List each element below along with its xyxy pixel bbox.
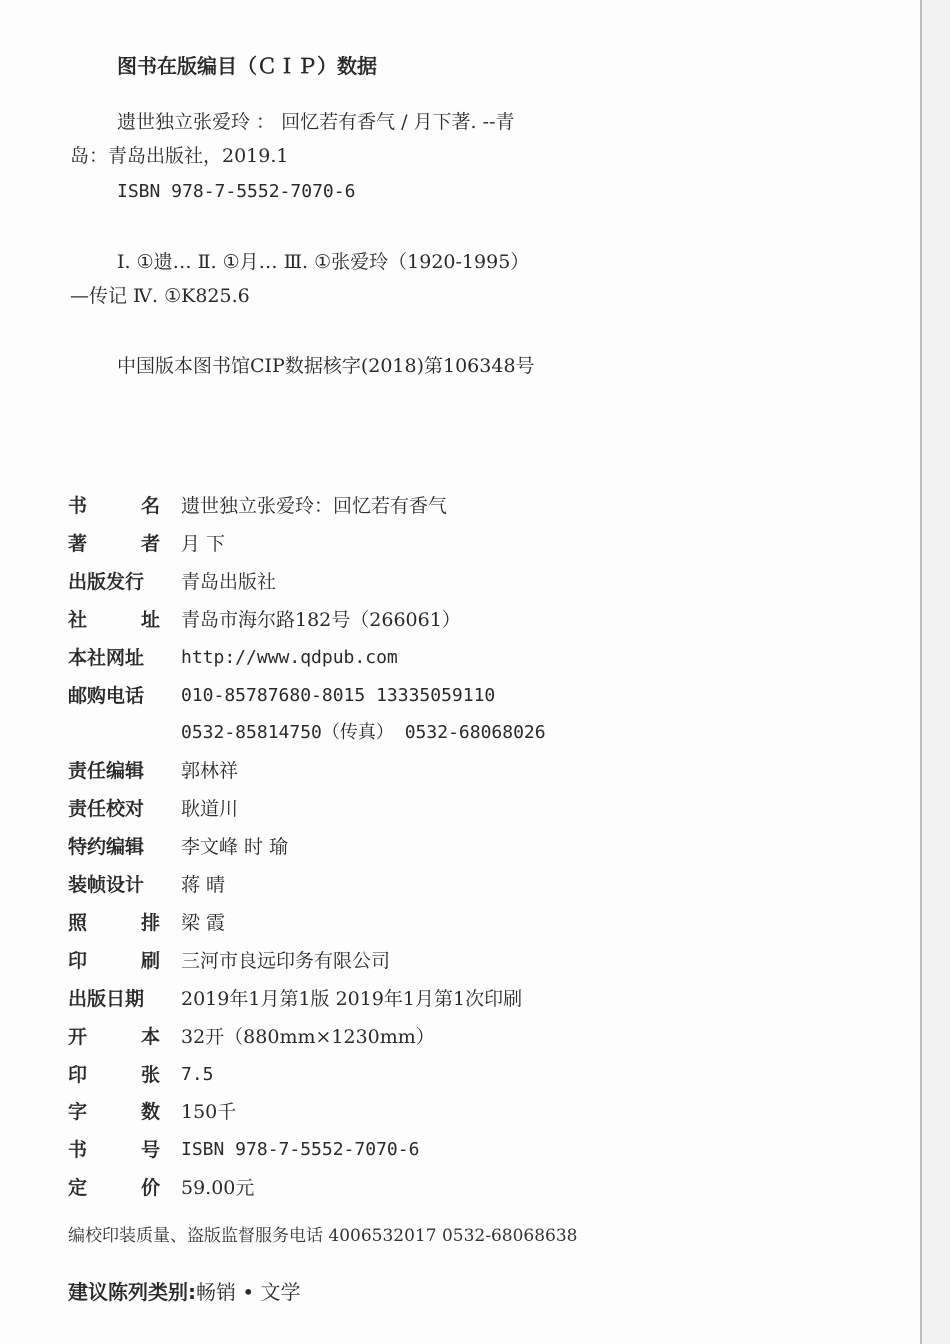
colophon-row-value: 蒋 晴: [181, 874, 226, 896]
colophon-row-value: 2019年1月第1版 2019年1月第1次印刷: [181, 988, 523, 1010]
colophon-row-label: 书 名: [68, 495, 160, 517]
display-category-value: 畅销 • 文学: [196, 1280, 301, 1304]
colophon-row-value: ISBN 978-7-5552-7070-6: [181, 1139, 420, 1160]
colophon-row-value: 李文峰 时 瑜: [181, 836, 289, 858]
colophon-row-label: 开 本: [68, 1026, 160, 1048]
colophon-row-value: 010-85787680-8015 13335059110: [181, 685, 496, 706]
cip-entry-line-2: 岛：青岛出版社，2019.1: [70, 145, 289, 167]
colophon-row-value: 青岛出版社: [181, 571, 277, 593]
quality-hotline: 编校印装质量、盗版监督服务电话 4006532017 0532-68068638: [68, 1226, 578, 1246]
colophon-row-label: 邮购电话: [68, 685, 145, 707]
colophon-row-value: 遗世独立张爱玲：回忆若有香气: [181, 495, 448, 517]
classification-line-1: Ⅰ. ①遗… Ⅱ. ①月… Ⅲ. ①张爱玲（1920-1995）: [117, 251, 530, 273]
colophon-row-value: 耿道川: [181, 798, 239, 820]
cip-record-number: 中国版本图书馆CIP数据核字(2018)第106348号: [117, 355, 535, 377]
colophon-row-label: 特约编辑: [68, 836, 145, 858]
cip-title: 图书在版编目（ＣＩＰ）数据: [117, 54, 377, 78]
colophon-row-label: 书 号: [68, 1139, 160, 1161]
classification-line-2: —传记 Ⅳ. ①K825.6: [70, 285, 250, 307]
colophon-row-value: 0532-85814750（传真） 0532-68068026: [181, 722, 546, 743]
cip-entry-line-1: 遗世独立张爱玲 ： 回忆若有香气 / 月下著. --青: [117, 111, 515, 133]
colophon-row-label: 责任编辑: [68, 760, 145, 782]
colophon-row-value: 月 下: [181, 533, 226, 555]
display-category-label: 建议陈列类别:: [68, 1280, 196, 1304]
colophon-row-label: 定 价: [68, 1177, 160, 1199]
colophon-row-label: 本社网址: [68, 647, 145, 669]
colophon-row-value: http://www.qdpub.com: [181, 647, 398, 668]
colophon-row-value: 7.5: [181, 1064, 214, 1085]
colophon-row-label: 照 排: [68, 912, 160, 934]
page-edge: [920, 0, 950, 1344]
colophon-row-label: 出版日期: [68, 988, 145, 1010]
colophon-row-label: 印 刷: [68, 950, 160, 972]
colophon-row-label: 社 址: [68, 609, 160, 631]
colophon-row-label: 装帧设计: [68, 874, 145, 896]
colophon-row-value: 150千: [181, 1101, 237, 1123]
colophon-row-label: 出版发行: [68, 571, 145, 593]
colophon-row-value: 梁 霞: [181, 912, 226, 934]
colophon-row-label: 责任校对: [68, 798, 145, 820]
colophon-row-value: 32开（880mm×1230mm）: [181, 1026, 435, 1048]
colophon-row-label: 著 者: [68, 533, 160, 555]
display-category: [68, 1276, 301, 1305]
cip-isbn: ISBN 978-7-5552-7070-6: [117, 181, 356, 202]
colophon-row-value: 郭林祥: [181, 760, 239, 782]
colophon-row-value: 青岛市海尔路182号（266061）: [181, 609, 461, 631]
colophon-row-label: 印 张: [68, 1064, 160, 1086]
colophon-row-label: 字 数: [68, 1101, 160, 1123]
colophon-row-value: 59.00元: [181, 1177, 255, 1199]
colophon-row-value: 三河市良远印务有限公司: [181, 950, 391, 972]
